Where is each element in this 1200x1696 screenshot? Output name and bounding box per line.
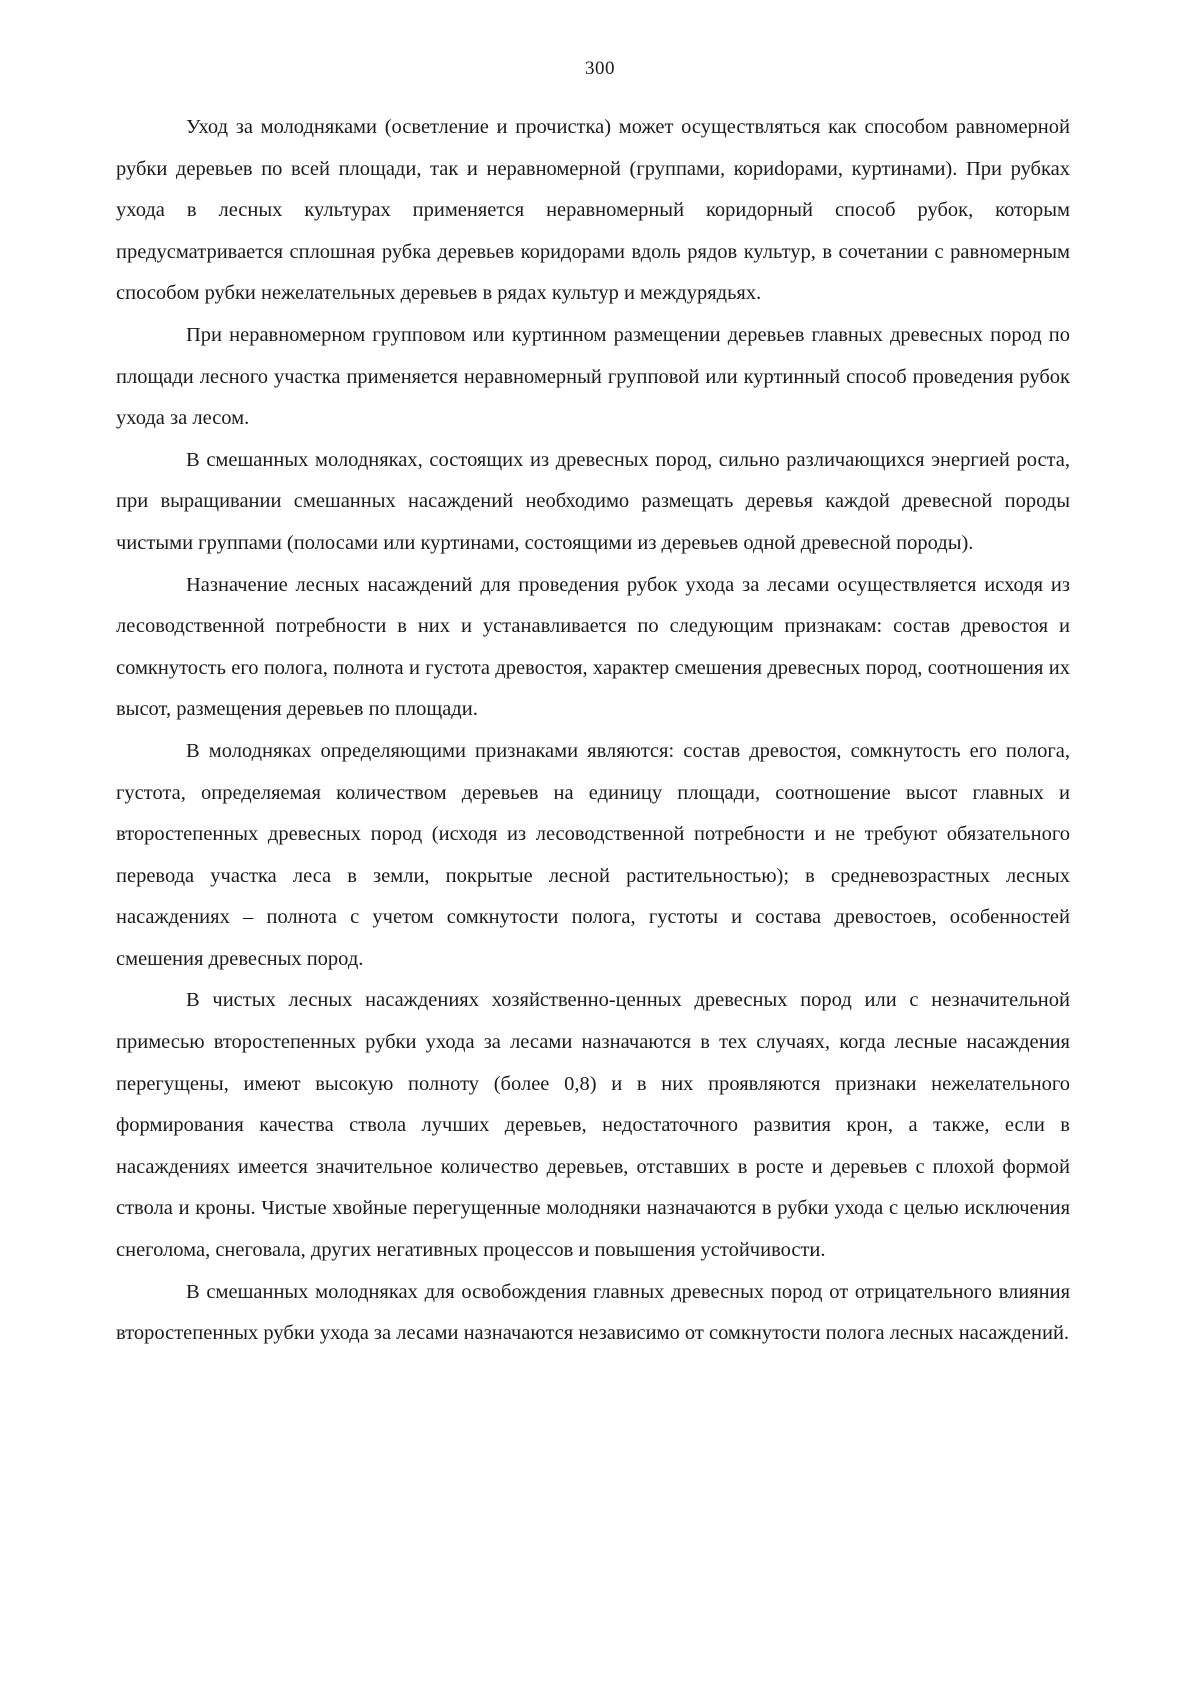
page-number: 300 xyxy=(585,58,615,79)
paragraph-1: Уход за молодняками (осветление и прочистка) может осуществляться как способом равномерной рубки деревьев по всей площади, так и неравномерной (группами, кориdорами, куртинами). При рубках ухода в лесных культурах применяется неравномерный коридорный способ рубок, которым предусматривается сплошная рубка деревьев коридорами вдоль рядов культур, в сочетании с равномерным способом рубки нежелательных деревьев в рядах культур и междурядьях. xyxy=(116,116,1070,305)
paragraph-7: В смешанных молодняках для освобождения главных древесных пород от отрицательного влияния второстепенных рубки ухода за лесами назначаются независимо от сомкнутости полога лесных насаждений. xyxy=(116,1280,1070,1345)
paragraph-2: При неравномерном групповом или куртинном размещении деревьев главных древесных пород по площади лесного участка применяется неравномерный групповой или куртинный способ проведения рубок ухода за лесом. xyxy=(116,323,1070,430)
paragraph-6: В чистых лесных насаждениях хозяйственно-ценных древесных пород или с незначительной примесью второстепенных рубки ухода за лесами назначаются в тех случаях, когда лесные насаждения перегущены, имеют высокую полноту (более 0,8) и в них проявляются признаки нежелательного формирования качества ствола лучших деревьев, недостаточного развития крон, а также, если в насаждениях имеется значительное количество деревьев, отставших в росте и деревьев с плохой формой ствола и кроны. Чистые хвойные перегущенные молодняки назначаются в рубки ухода с целью исключения снеголома, снеговала, других негативных процессов и повышения устойчивости. xyxy=(116,989,1070,1262)
paragraph-4: Назначение лесных насаждений для проведения рубок ухода за лесами осуществляется исходя из лесоводственной потребности в них и устанавливается по следующим признакам: состав древостоя и сомкнутость его полога, полнота и густота древостоя, характер смешения древесных пород, соотношения их высот, размещения деревьев по площади. xyxy=(116,573,1070,721)
paragraph-5: В молодняках определяющими признаками являются: состав древостоя, сомкнутость его полога, густота, определяемая количеством деревьев на единицу площади, соотношение высот главных и второстепенных древесных пород (исходя из лесоводственной потребности и не требуют обязательного перевода участка леса в земли, покрытые лесной растительностью); в средневозрастных лесных насаждениях – полнота с учетом сомкнутости полога, густоты и состава древостоев, особенностей смешения древесных пород. xyxy=(116,739,1070,970)
body-text xyxy=(116,107,1070,1355)
paragraph-3: В смешанных молодняках, состоящих из древесных пород, сильно различающихся энергией роста, при выращивании смешанных насаждений необходимо размещать деревья каждой древесной породы чистыми группами (полосами или куртинами, состоящими из деревьев одной древесной породы). xyxy=(116,448,1070,554)
